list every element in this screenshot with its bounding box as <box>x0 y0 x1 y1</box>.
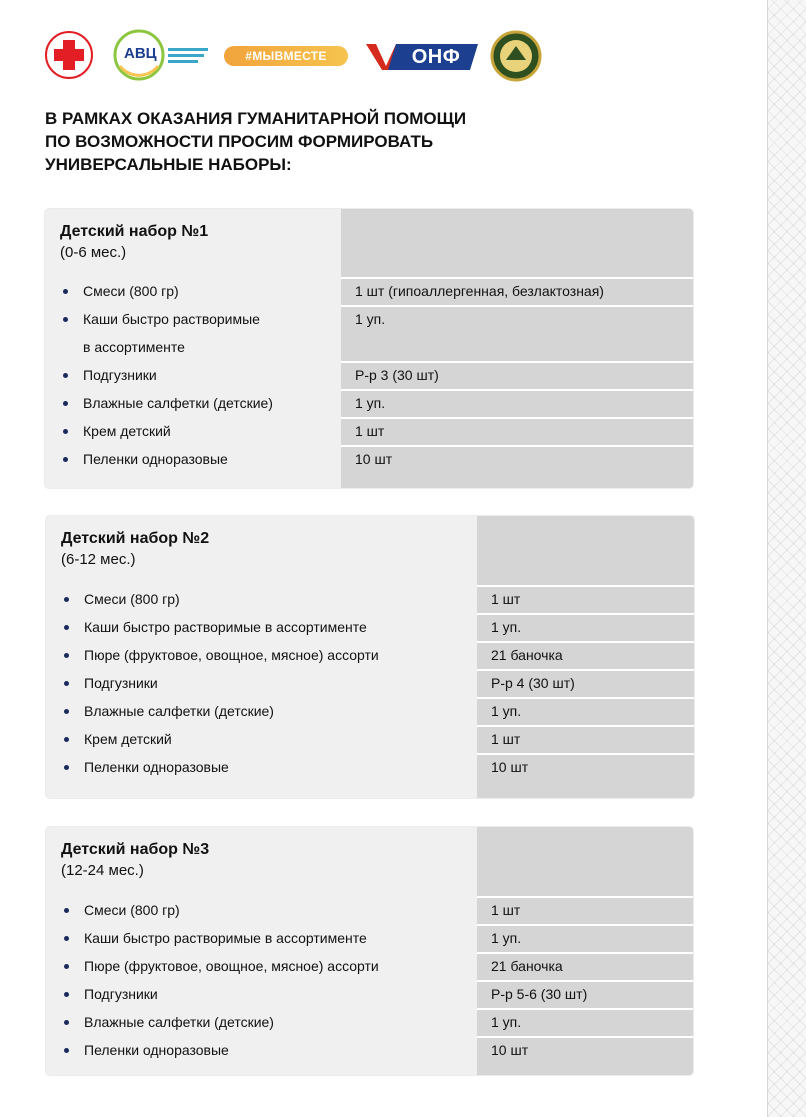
item-qty: 1 уп. <box>491 703 522 719</box>
onf-logo-text: ОНФ <box>411 46 461 68</box>
list-item <box>45 305 693 361</box>
list-item <box>46 641 694 669</box>
item-qty: 1 шт <box>491 902 521 918</box>
item-qty: 21 баночка <box>491 647 563 663</box>
bullet <box>64 1048 69 1053</box>
item-name: Пеленки одноразовые <box>84 759 229 775</box>
bullet <box>63 373 68 378</box>
kit-card-3 <box>46 827 693 1075</box>
list-item <box>46 585 694 613</box>
item-qty: 1 уп. <box>491 930 522 946</box>
item-name: Пеленки одноразовые <box>84 1042 229 1058</box>
list-item <box>46 725 694 753</box>
item-qty: 1 шт <box>355 423 385 439</box>
item-name: Крем детский <box>84 731 172 747</box>
item-name: Пеленки одноразовые <box>83 451 228 467</box>
item-name: Подгузники <box>84 986 158 1002</box>
item-name: Влажные салфетки (детские) <box>84 1014 274 1030</box>
item-name: Смеси (800 гр) <box>84 591 180 607</box>
bullet <box>64 936 69 941</box>
item-qty: 1 шт (гипоаллергенная, безлактозная) <box>355 283 604 299</box>
item-name: Каши быстро растворимые в ассортименте <box>84 930 367 946</box>
hashtag-logo: #МЫВМЕСТЕ <box>224 46 348 66</box>
item-qty: 1 шт <box>491 731 521 747</box>
bullet <box>64 765 69 770</box>
list-item <box>45 389 693 417</box>
item-qty: Р-р 5-6 (30 шт) <box>491 986 588 1002</box>
bullet <box>64 964 69 969</box>
page-heading <box>45 107 585 176</box>
item-qty: 10 шт <box>355 451 393 467</box>
bullet <box>63 317 68 322</box>
kit-age: (12-24 мес.) <box>61 862 144 879</box>
list-item <box>46 1036 693 1064</box>
bullet <box>64 653 69 658</box>
item-name: Смеси (800 гр) <box>84 902 180 918</box>
item-name: Каши быстро растворимые <box>83 311 260 327</box>
item-qty: Р-р 3 (30 шт) <box>355 367 439 383</box>
item-name: Крем детский <box>83 423 171 439</box>
bullet <box>64 908 69 913</box>
list-item <box>46 613 694 641</box>
bullet <box>64 597 69 602</box>
kit-title: Детский набор №1 <box>60 223 209 240</box>
bullet <box>63 289 68 294</box>
bullet <box>63 457 68 462</box>
item-name: Подгузники <box>83 367 157 383</box>
heading-line: ПО ВОЗМОЖНОСТИ ПРОСИМ ФОРМИРОВАТЬ <box>45 132 434 151</box>
bullet <box>64 625 69 630</box>
list-item <box>46 924 693 952</box>
list-item <box>45 361 693 389</box>
item-name: Смеси (800 гр) <box>83 283 179 299</box>
item-qty: 1 уп. <box>491 619 522 635</box>
bullet <box>63 429 68 434</box>
list-item <box>46 1008 693 1036</box>
list-item <box>46 952 693 980</box>
item-qty: 10 шт <box>491 1042 529 1058</box>
partner-logos <box>44 28 564 84</box>
item-name-line2: в ассортименте <box>83 339 185 355</box>
list-item <box>46 896 693 924</box>
regional-emblem-icon <box>490 30 542 82</box>
item-name: Каши быстро растворимые в ассортименте <box>84 619 367 635</box>
list-item <box>45 277 693 305</box>
list-item <box>45 417 693 445</box>
item-name: Пюре (фруктовое, овощное, мясное) ассорти <box>84 958 379 974</box>
red-cross-logo-icon <box>44 30 94 80</box>
bullet <box>64 1020 69 1025</box>
heading-line: В РАМКАХ ОКАЗАНИЯ ГУМАНИТАРНОЙ ПОМОЩИ <box>45 109 467 128</box>
heading-line: УНИВЕРСАЛЬНЫЕ НАБОРЫ: <box>45 155 292 174</box>
kit-title: Детский набор №2 <box>61 530 210 547</box>
bullet <box>64 709 69 714</box>
item-qty: 1 уп. <box>355 395 386 411</box>
kit-age: (6-12 мес.) <box>61 551 136 568</box>
item-qty: 10 шт <box>491 759 529 775</box>
item-qty: 1 шт <box>491 591 521 607</box>
item-qty: 1 уп. <box>355 311 386 327</box>
item-name: Пюре (фруктовое, овощное, мясное) ассорти <box>84 647 379 663</box>
patterned-margin <box>767 0 806 1117</box>
item-qty: Р-р 4 (30 шт) <box>491 675 575 691</box>
list-item <box>46 753 694 781</box>
list-item <box>46 980 693 1008</box>
kit-age: (0-6 мес.) <box>60 244 127 261</box>
kit-card-1 <box>45 209 693 488</box>
avc-logo-text: АВЦ <box>124 45 157 62</box>
item-name: Влажные салфетки (детские) <box>84 703 274 719</box>
item-name: Влажные салфетки (детские) <box>83 395 273 411</box>
list-item <box>46 697 694 725</box>
item-qty: 21 баночка <box>491 958 563 974</box>
bullet <box>63 401 68 406</box>
bullet <box>64 992 69 997</box>
kit-title: Детский набор №3 <box>61 841 210 858</box>
item-qty: 1 уп. <box>491 1014 522 1030</box>
item-name: Подгузники <box>84 675 158 691</box>
list-item <box>46 669 694 697</box>
kit-card-2 <box>46 516 694 798</box>
list-item <box>45 445 693 473</box>
bullet <box>64 681 69 686</box>
bullet <box>64 737 69 742</box>
